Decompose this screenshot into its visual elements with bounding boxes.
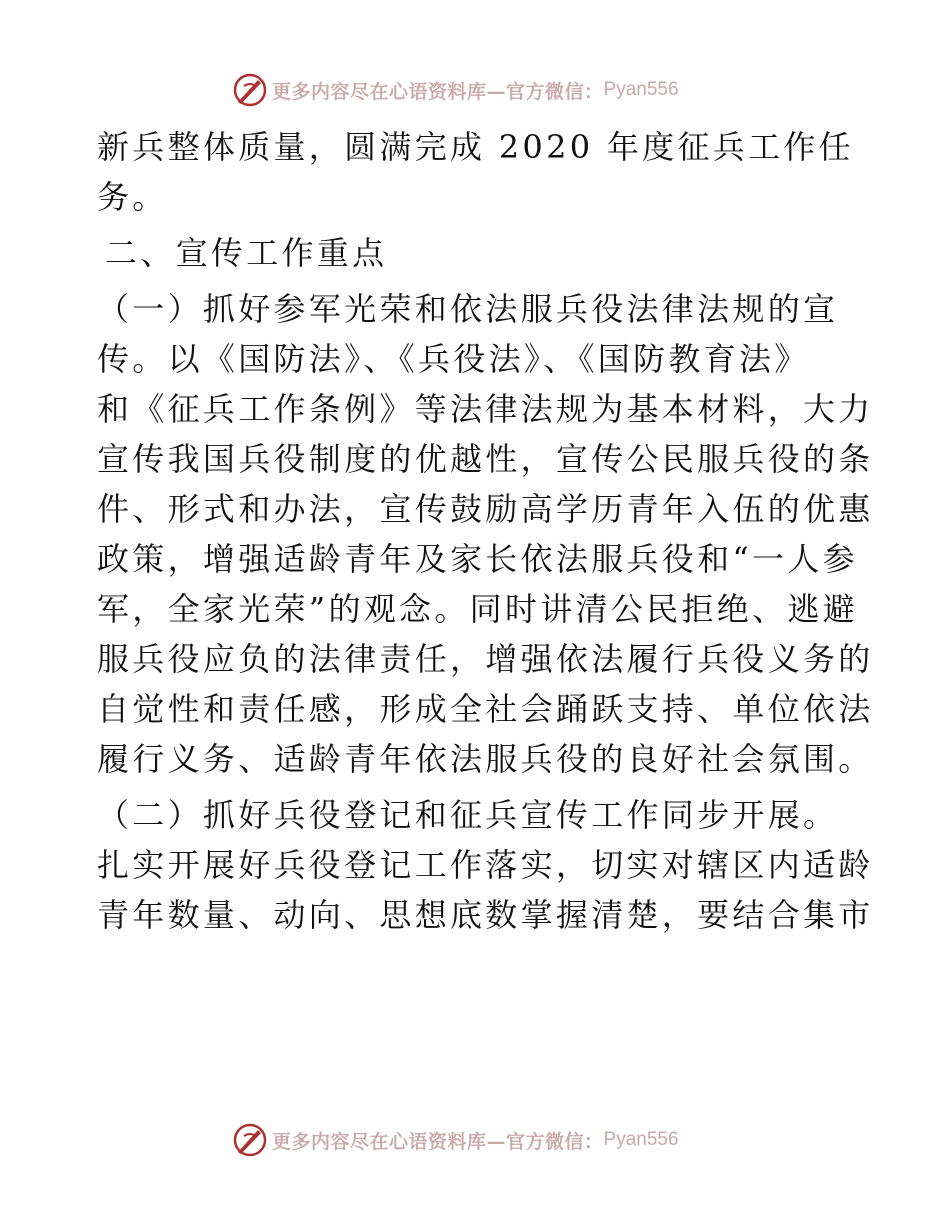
text-line: 履行义务、适龄青年依法服兵役的良好社会氛围。 xyxy=(97,740,874,778)
text-line: （二）抓好兵役登记和征兵宣传工作同步开展。 xyxy=(97,796,839,834)
quill-logo-icon xyxy=(232,72,268,108)
text-line: 青年数量、动向、思想底数掌握清楚，要结合集市 xyxy=(97,896,874,934)
section-heading: 二、宣传工作重点 xyxy=(105,234,388,272)
footer-watermark xyxy=(232,1120,679,1160)
text-line: 扎实开展好兵役登记工作落实，切实对辖区内适龄 xyxy=(97,846,874,884)
text-line: 服兵役应负的法律责任，增强依法履行兵役义务的 xyxy=(97,640,874,678)
watermark-text: 更多内容尽在心语资料库—官方微信： xyxy=(272,1130,604,1153)
text-line: （一）抓好参军光荣和依法服兵役法律法规的宣 xyxy=(97,290,839,328)
watermark-text: 更多内容尽在心语资料库—官方微信： xyxy=(272,80,604,103)
text-line: 传。以《国防法》、《兵役法》、《国防教育法》 xyxy=(97,340,810,378)
watermark-id: Pyan556 xyxy=(603,1129,679,1150)
text-line: 和《征兵工作条例》等法律法规为基本材料，大力 xyxy=(97,390,874,428)
quill-logo-icon xyxy=(232,1122,268,1158)
header-watermark xyxy=(232,70,679,110)
watermark-id: Pyan556 xyxy=(603,79,679,100)
text-line: 宣传我国兵役制度的优越性，宣传公民服兵役的条 xyxy=(97,440,874,478)
text-line: 军，全家光荣”的观念。同时讲清公民拒绝、逃避 xyxy=(97,590,858,628)
document-body xyxy=(97,122,874,940)
text-line: 自觉性和责任感，形成全社会踊跃支持、单位依法 xyxy=(97,690,874,728)
text-line: 务。 xyxy=(97,178,168,216)
text-line: 件、形式和办法，宣传鼓励高学历青年入伍的优惠 xyxy=(97,490,874,528)
text-line: 新兵整体质量，圆满完成 2020 年度征兵工作任 xyxy=(97,128,854,166)
text-line: 政策，增强适龄青年及家长依法服兵役和“一人参 xyxy=(97,540,858,578)
